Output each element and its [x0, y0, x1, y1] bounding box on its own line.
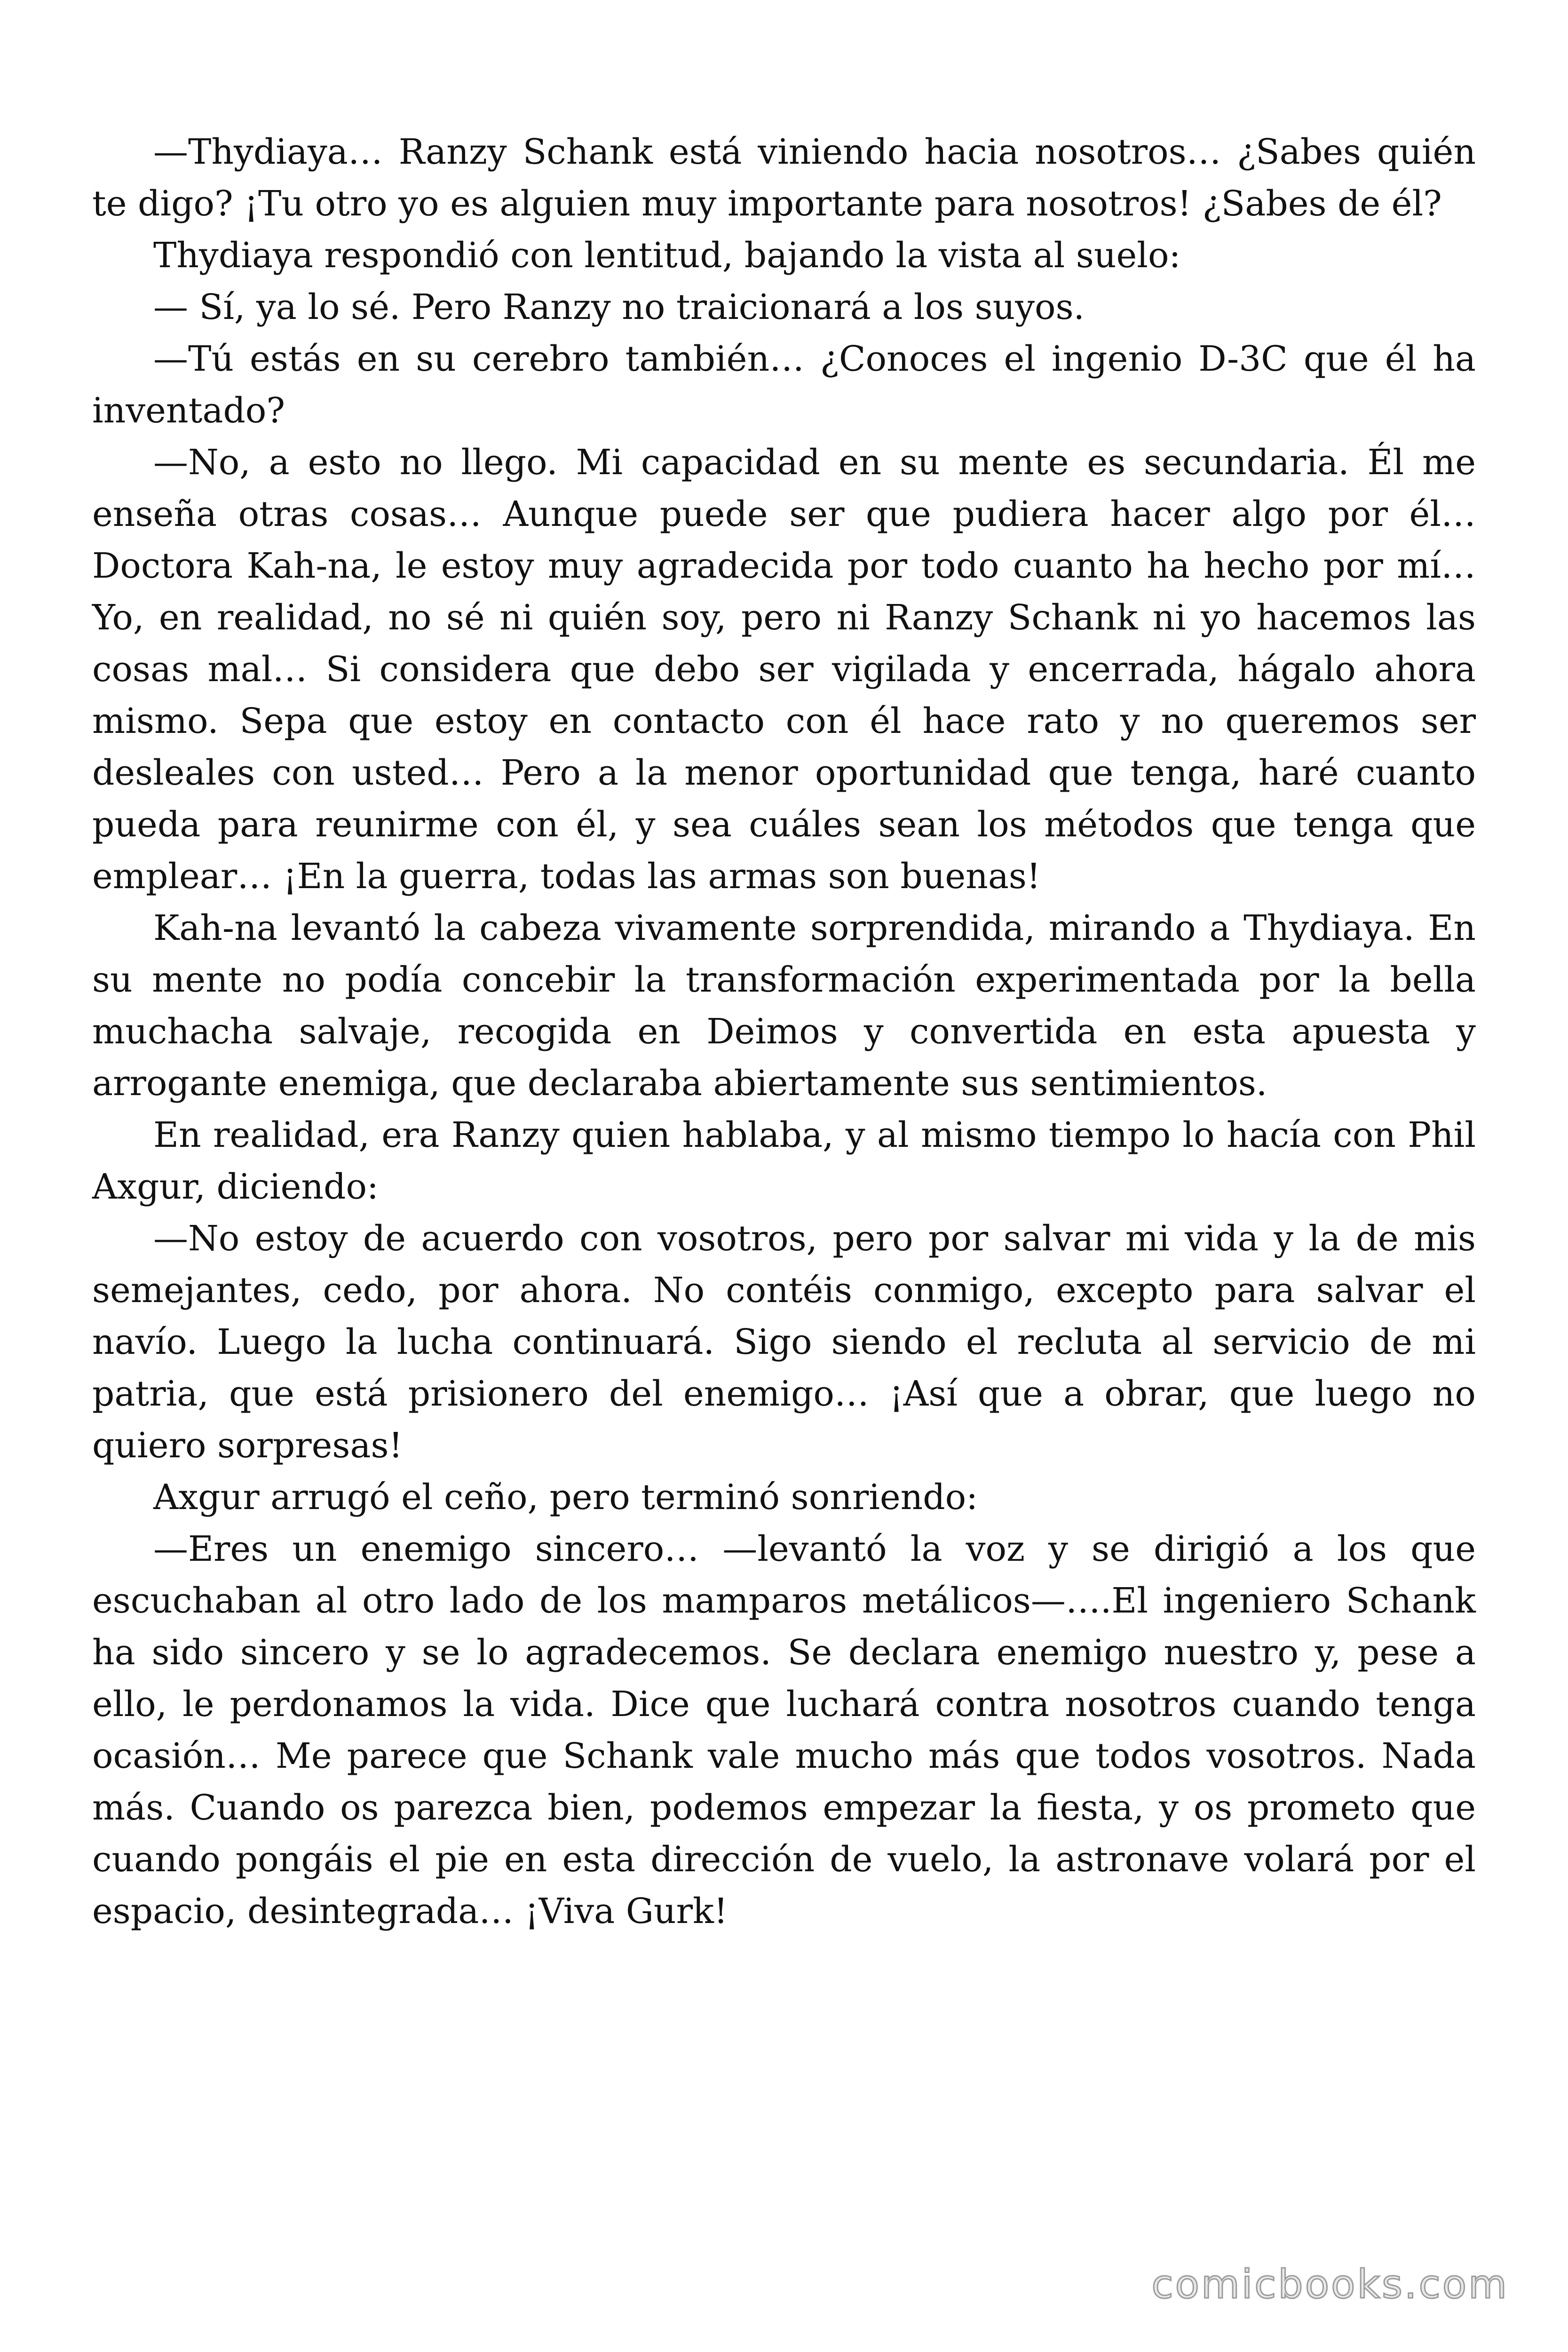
paragraph: —Eres un enemigo sincero… —levantó la voz y se dirigió a los que escuchaban al otro lado de los mamparos metálicos—….El ingeniero Schank ha sido sincero y se lo agradecemos. Se declara enemigo nuestro y, pese a ello, le perdonamos la vida. Dice que luchará contra nosotros cuando tenga ocasión… Me parece que Schank vale mucho más que todos vosotros. Nada más. Cuando os parezca bien, podemos empezar la fiesta, y os prometo que cuando pongáis el pie en esta dirección de vuelo, la astronave volará por el espacio, desintegrada… ¡Viva Gurk! — [92, 1529, 1476, 1931]
paragraph: — Sí, ya lo sé. Pero Ranzy no traicionará a los suyos. — [153, 287, 1085, 327]
paragraph: —No, a esto no llego. Mi capacidad en su mente es secundaria. Él me enseña otras cosas… Aunque puede ser que pudiera hacer algo por él… Doctora Kah-na, le estoy muy agradecida por todo cuanto ha hecho por mí… Yo, en realidad, no sé ni quién soy, pero ni Ranzy Schank ni yo hacemos las cosas mal… Si considera que debo ser vigilada y encerrada, hágalo ahora mismo. Sepa que estoy en contacto con él hace rato y no queremos ser desleales con usted… Pero a la menor oportunidad que tenga, haré cuanto pueda para reunirme con él, y sea cuáles sean los métodos que tenga que emplear… ¡En la guerra, todas las armas son buenas! — [92, 442, 1476, 897]
paragraph: Axgur arrugó el ceño, pero terminó sonriendo: — [153, 1477, 978, 1518]
paragraph: Kah-na levantó la cabeza vivamente sorprendida, mirando a Thydiaya. En su mente no podía concebir la transformación experimentada por la bella muchacha salvaje, recogida en Deimos y convertida en esta apuesta y arrogante enemiga, que declaraba abiertamente sus sentimientos. — [92, 908, 1476, 1104]
paragraph: En realidad, era Ranzy quien hablaba, y al mismo tiempo lo hacía con Phil Axgur, diciendo: — [92, 1115, 1476, 1207]
paragraph: —No estoy de acuerdo con vosotros, pero por salvar mi vida y la de mis semejantes, cedo, por ahora. No contéis conmigo, excepto para salvar el navío. Luego la lucha continuará. Sigo siendo el recluta al servicio de mi patria, que está prisionero del enemigo… ¡Así que a obrar, que luego no quiero sorpresas! — [92, 1218, 1476, 1466]
watermark: comicbooks.com — [1151, 2261, 1509, 2307]
paragraph: Thydiaya respondió con lentitud, bajando la vista al suelo: — [153, 235, 1181, 276]
paragraph: —Tú estás en su cerebro también… ¿Conoces el ingenio D-3C que él ha inventado? — [92, 339, 1476, 431]
body-text — [92, 126, 1476, 1937]
paragraph: —Thydiaya… Ranzy Schank está viniendo hacia nosotros… ¿Sabes quién te digo? ¡Tu otro yo es alguien muy importante para nosotros! ¿Sabes de él? — [92, 132, 1476, 224]
